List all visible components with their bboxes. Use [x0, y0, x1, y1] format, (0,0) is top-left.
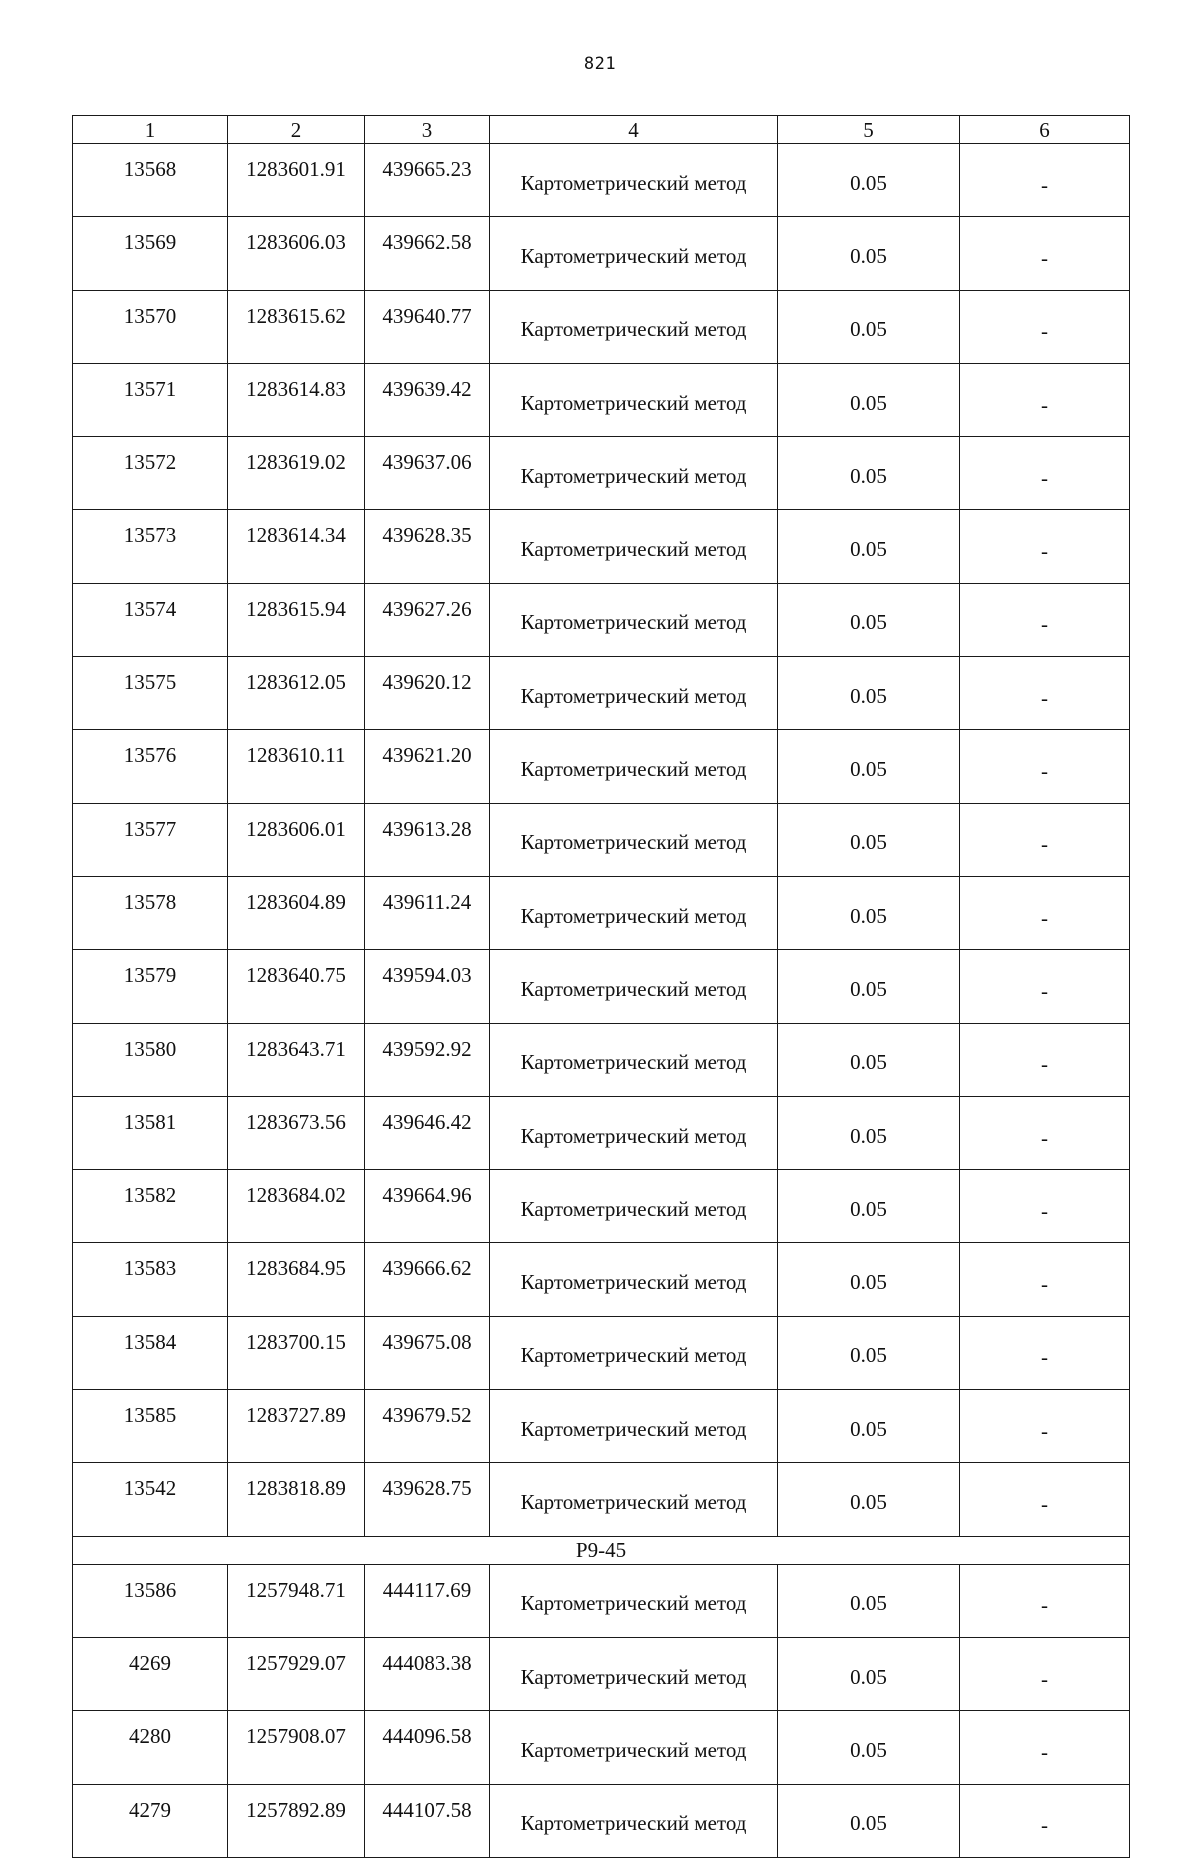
note-cell: - [960, 1316, 1130, 1389]
note-cell: - [960, 1170, 1130, 1243]
x-coordinate-cell: 1257929.07 [228, 1637, 365, 1710]
x-coordinate-cell: 1283619.02 [228, 437, 365, 510]
method-cell: Картометрический метод [490, 730, 778, 803]
y-coordinate-cell: 444107.58 [365, 1784, 490, 1857]
column-header-2: 2 [228, 116, 365, 144]
x-coordinate-cell: 1257948.71 [228, 1564, 365, 1637]
point-number-cell: 13576 [73, 730, 228, 803]
note-cell: - [960, 1711, 1130, 1784]
accuracy-cell: 0.05 [778, 1096, 960, 1169]
table-row [73, 1564, 1130, 1637]
x-coordinate-cell: 1283601.91 [228, 144, 365, 217]
accuracy-cell: 0.05 [778, 1170, 960, 1243]
point-number-cell: 13577 [73, 803, 228, 876]
method-cell: Картометрический метод [490, 437, 778, 510]
method-cell: Картометрический метод [490, 583, 778, 656]
table-row [73, 1096, 1130, 1169]
accuracy-cell: 0.05 [778, 1243, 960, 1316]
accuracy-cell: 0.05 [778, 803, 960, 876]
y-coordinate-cell: 439639.42 [365, 363, 490, 436]
y-coordinate-cell: 439592.92 [365, 1023, 490, 1096]
column-header-row [73, 116, 1130, 144]
table-row [73, 950, 1130, 1023]
table-row [73, 1170, 1130, 1243]
y-coordinate-cell: 439627.26 [365, 583, 490, 656]
note-cell: - [960, 290, 1130, 363]
point-number-cell: 13578 [73, 876, 228, 949]
note-cell: - [960, 510, 1130, 583]
note-cell: - [960, 144, 1130, 217]
table-row [73, 1316, 1130, 1389]
table-row [73, 437, 1130, 510]
accuracy-cell: 0.05 [778, 290, 960, 363]
y-coordinate-cell: 439675.08 [365, 1316, 490, 1389]
table-row [73, 1711, 1130, 1784]
method-cell: Картометрический метод [490, 1096, 778, 1169]
x-coordinate-cell: 1283615.94 [228, 583, 365, 656]
point-number-cell: 13570 [73, 290, 228, 363]
table-row [73, 1390, 1130, 1463]
accuracy-cell: 0.05 [778, 217, 960, 290]
note-cell: - [960, 363, 1130, 436]
y-coordinate-cell: 444117.69 [365, 1564, 490, 1637]
table-row [73, 363, 1130, 436]
y-coordinate-cell: 439620.12 [365, 657, 490, 730]
coordinates-table [72, 115, 1130, 1858]
method-cell: Картометрический метод [490, 1637, 778, 1710]
point-number-cell: 13580 [73, 1023, 228, 1096]
method-cell: Картометрический метод [490, 363, 778, 436]
y-coordinate-cell: 439646.42 [365, 1096, 490, 1169]
note-cell: - [960, 657, 1130, 730]
table-row [73, 803, 1130, 876]
table-row [73, 1243, 1130, 1316]
accuracy-cell: 0.05 [778, 1564, 960, 1637]
column-header-4: 4 [490, 116, 778, 144]
accuracy-cell: 0.05 [778, 657, 960, 730]
table-row [73, 1784, 1130, 1857]
method-cell: Картометрический метод [490, 803, 778, 876]
section-label: Р9-45 [73, 1536, 1130, 1564]
point-number-cell: 13568 [73, 144, 228, 217]
y-coordinate-cell: 444096.58 [365, 1711, 490, 1784]
x-coordinate-cell: 1283727.89 [228, 1390, 365, 1463]
note-cell: - [960, 730, 1130, 803]
table-body [73, 116, 1130, 1858]
accuracy-cell: 0.05 [778, 1711, 960, 1784]
x-coordinate-cell: 1283614.34 [228, 510, 365, 583]
x-coordinate-cell: 1283818.89 [228, 1463, 365, 1536]
column-header-5: 5 [778, 116, 960, 144]
column-header-3: 3 [365, 116, 490, 144]
method-cell: Картометрический метод [490, 950, 778, 1023]
table-row [73, 583, 1130, 656]
point-number-cell: 13585 [73, 1390, 228, 1463]
note-cell: - [960, 1564, 1130, 1637]
point-number-cell: 13581 [73, 1096, 228, 1169]
accuracy-cell: 0.05 [778, 1023, 960, 1096]
method-cell: Картометрический метод [490, 144, 778, 217]
y-coordinate-cell: 439611.24 [365, 876, 490, 949]
x-coordinate-cell: 1283700.15 [228, 1316, 365, 1389]
note-cell: - [960, 1390, 1130, 1463]
table-row [73, 1637, 1130, 1710]
x-coordinate-cell: 1283643.71 [228, 1023, 365, 1096]
method-cell: Картометрический метод [490, 1390, 778, 1463]
point-number-cell: 13586 [73, 1564, 228, 1637]
x-coordinate-cell: 1283640.75 [228, 950, 365, 1023]
x-coordinate-cell: 1283606.03 [228, 217, 365, 290]
point-number-cell: 13579 [73, 950, 228, 1023]
x-coordinate-cell: 1283684.02 [228, 1170, 365, 1243]
y-coordinate-cell: 439640.77 [365, 290, 490, 363]
point-number-cell: 13583 [73, 1243, 228, 1316]
y-coordinate-cell: 439662.58 [365, 217, 490, 290]
point-number-cell: 4269 [73, 1637, 228, 1710]
method-cell: Картометрический метод [490, 1784, 778, 1857]
note-cell: - [960, 876, 1130, 949]
note-cell: - [960, 1096, 1130, 1169]
x-coordinate-cell: 1283604.89 [228, 876, 365, 949]
x-coordinate-cell: 1283684.95 [228, 1243, 365, 1316]
method-cell: Картометрический метод [490, 510, 778, 583]
point-number-cell: 13575 [73, 657, 228, 730]
y-coordinate-cell: 439613.28 [365, 803, 490, 876]
y-coordinate-cell: 439621.20 [365, 730, 490, 803]
method-cell: Картометрический метод [490, 1564, 778, 1637]
accuracy-cell: 0.05 [778, 1463, 960, 1536]
x-coordinate-cell: 1283673.56 [228, 1096, 365, 1169]
x-coordinate-cell: 1283606.01 [228, 803, 365, 876]
point-number-cell: 13582 [73, 1170, 228, 1243]
y-coordinate-cell: 439666.62 [365, 1243, 490, 1316]
accuracy-cell: 0.05 [778, 950, 960, 1023]
method-cell: Картометрический метод [490, 657, 778, 730]
table-row [73, 657, 1130, 730]
accuracy-cell: 0.05 [778, 144, 960, 217]
point-number-cell: 13574 [73, 583, 228, 656]
method-cell: Картометрический метод [490, 1463, 778, 1536]
table-row [73, 1023, 1130, 1096]
table-row [73, 876, 1130, 949]
section-row [73, 1536, 1130, 1564]
note-cell: - [960, 950, 1130, 1023]
accuracy-cell: 0.05 [778, 510, 960, 583]
point-number-cell: 13572 [73, 437, 228, 510]
x-coordinate-cell: 1283614.83 [228, 363, 365, 436]
accuracy-cell: 0.05 [778, 363, 960, 436]
point-number-cell: 13542 [73, 1463, 228, 1536]
note-cell: - [960, 803, 1130, 876]
x-coordinate-cell: 1283615.62 [228, 290, 365, 363]
y-coordinate-cell: 439679.52 [365, 1390, 490, 1463]
y-coordinate-cell: 439637.06 [365, 437, 490, 510]
table-row [73, 217, 1130, 290]
note-cell: - [960, 1023, 1130, 1096]
table-row [73, 510, 1130, 583]
method-cell: Картометрический метод [490, 876, 778, 949]
column-header-1: 1 [73, 116, 228, 144]
table-row [73, 1463, 1130, 1536]
method-cell: Картометрический метод [490, 290, 778, 363]
accuracy-cell: 0.05 [778, 1316, 960, 1389]
accuracy-cell: 0.05 [778, 1637, 960, 1710]
accuracy-cell: 0.05 [778, 437, 960, 510]
note-cell: - [960, 1784, 1130, 1857]
column-header-6: 6 [960, 116, 1130, 144]
table-row [73, 730, 1130, 803]
point-number-cell: 13569 [73, 217, 228, 290]
method-cell: Картометрический метод [490, 1316, 778, 1389]
accuracy-cell: 0.05 [778, 730, 960, 803]
x-coordinate-cell: 1283610.11 [228, 730, 365, 803]
table-row [73, 290, 1130, 363]
y-coordinate-cell: 439594.03 [365, 950, 490, 1023]
point-number-cell: 13571 [73, 363, 228, 436]
accuracy-cell: 0.05 [778, 1784, 960, 1857]
point-number-cell: 4279 [73, 1784, 228, 1857]
note-cell: - [960, 1637, 1130, 1710]
note-cell: - [960, 1243, 1130, 1316]
note-cell: - [960, 583, 1130, 656]
y-coordinate-cell: 439665.23 [365, 144, 490, 217]
method-cell: Картометрический метод [490, 217, 778, 290]
page-number: 821 [583, 54, 617, 74]
y-coordinate-cell: 439628.75 [365, 1463, 490, 1536]
method-cell: Картометрический метод [490, 1170, 778, 1243]
x-coordinate-cell: 1283612.05 [228, 657, 365, 730]
y-coordinate-cell: 439664.96 [365, 1170, 490, 1243]
table-row [73, 144, 1130, 217]
accuracy-cell: 0.05 [778, 1390, 960, 1463]
accuracy-cell: 0.05 [778, 583, 960, 656]
point-number-cell: 13584 [73, 1316, 228, 1389]
accuracy-cell: 0.05 [778, 876, 960, 949]
method-cell: Картометрический метод [490, 1023, 778, 1096]
point-number-cell: 13573 [73, 510, 228, 583]
y-coordinate-cell: 444083.38 [365, 1637, 490, 1710]
note-cell: - [960, 437, 1130, 510]
point-number-cell: 4280 [73, 1711, 228, 1784]
x-coordinate-cell: 1257908.07 [228, 1711, 365, 1784]
note-cell: - [960, 217, 1130, 290]
method-cell: Картометрический метод [490, 1711, 778, 1784]
y-coordinate-cell: 439628.35 [365, 510, 490, 583]
x-coordinate-cell: 1257892.89 [228, 1784, 365, 1857]
method-cell: Картометрический метод [490, 1243, 778, 1316]
note-cell: - [960, 1463, 1130, 1536]
